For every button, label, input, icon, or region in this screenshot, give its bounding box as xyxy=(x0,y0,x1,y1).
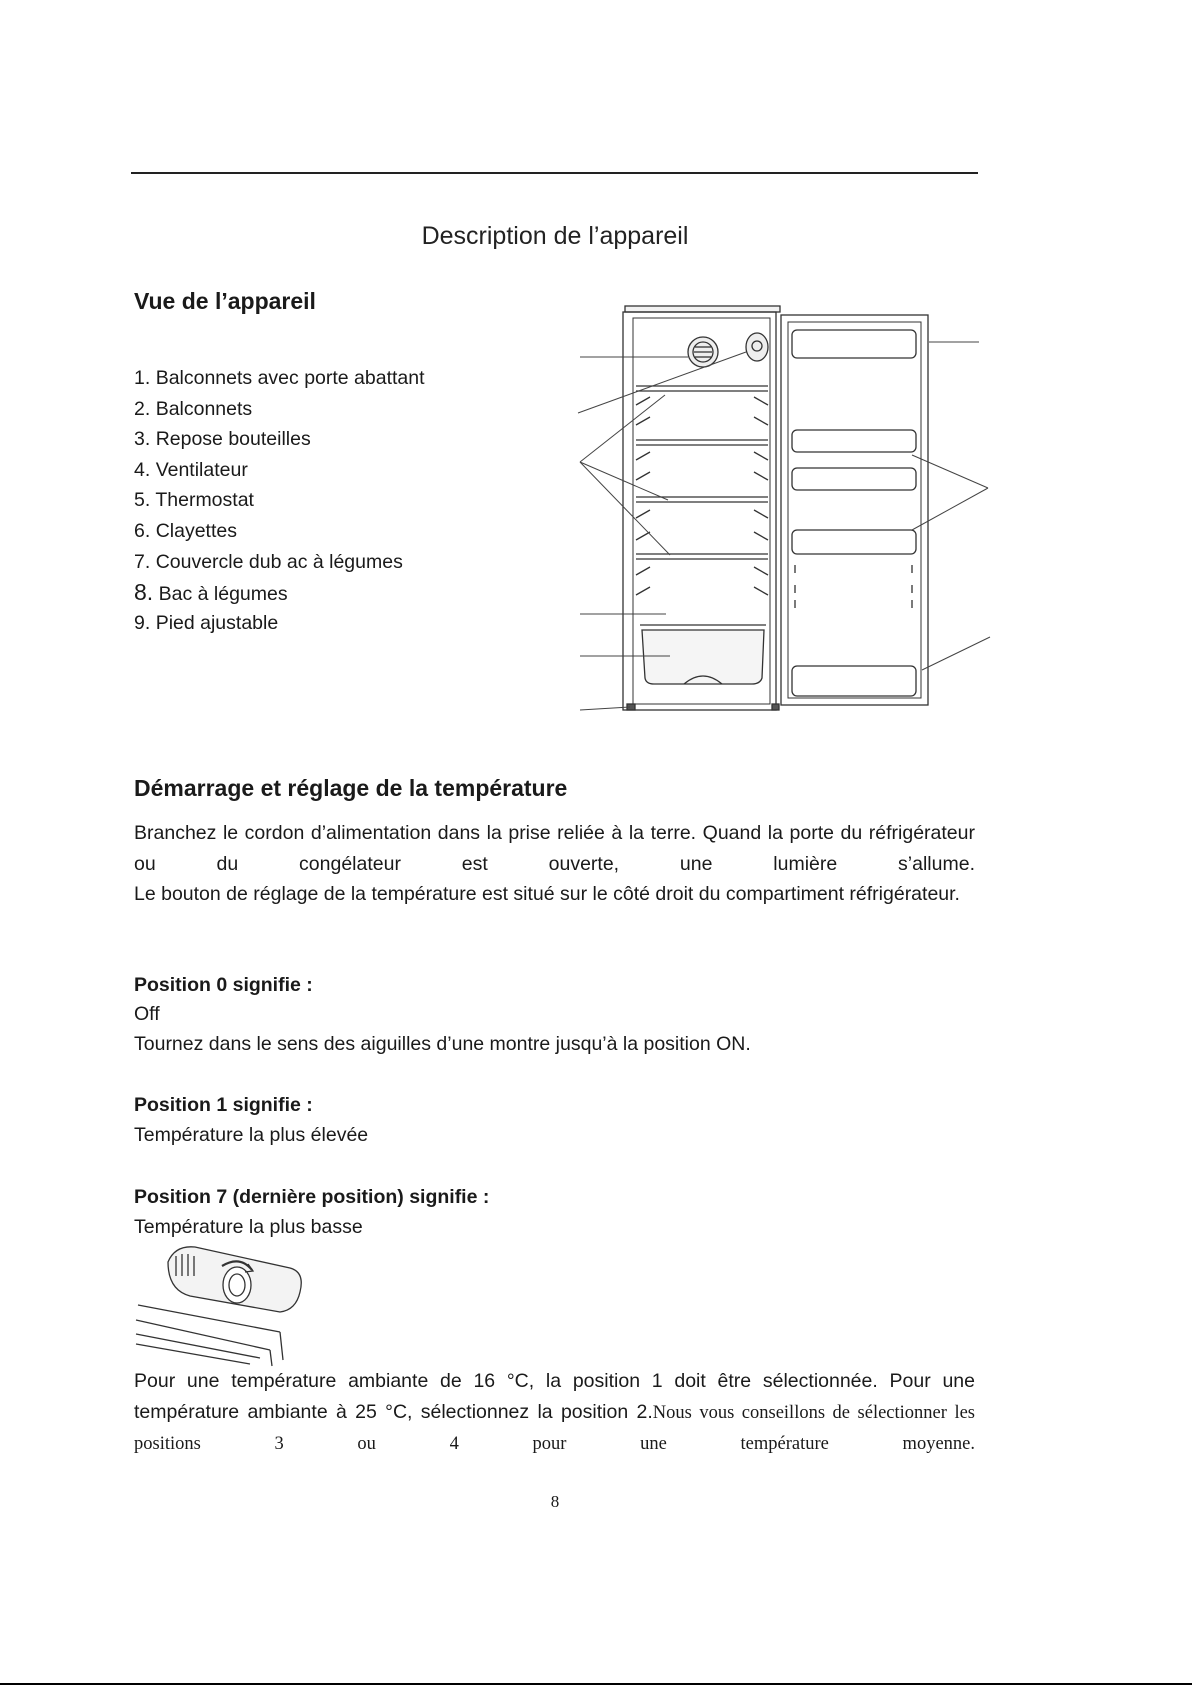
list-item: 9. Pied ajustable xyxy=(134,611,279,634)
ambient-temperature-sans: Pour une température ambiante de 16 °C, la position 1 doit être sélectionnée. Pour une température ambiante à 25 °C, sélectionnez la position 2. xyxy=(134,1370,975,1423)
list-item: 2. Balconnets xyxy=(134,397,253,420)
position-1-description: Température la plus élevée xyxy=(134,1124,369,1146)
section-heading-start: Démarrage et réglage de la température xyxy=(134,775,568,801)
position-0-heading: Position 0 signifie : xyxy=(134,974,313,996)
refrigerator-diagram xyxy=(575,300,995,720)
position-0-off: Off xyxy=(134,1003,160,1025)
list-item: 5. Thermostat xyxy=(134,489,254,512)
list-item: 8. Bac à légumes xyxy=(134,579,288,606)
page-number: 8 xyxy=(550,1492,560,1511)
page-title: Description de l’appareil xyxy=(421,222,689,250)
list-item: 1. Balconnets avec porte abattant xyxy=(134,367,425,389)
paragraph-knob-location: Le bouton de réglage de la température est situé sur le côté droit du compartiment réfrigérateur. xyxy=(134,883,960,905)
list-item: 6. Clayettes xyxy=(134,519,237,542)
list-item: 7. Couvercle dub ac à légumes xyxy=(134,550,403,573)
position-7-heading: Position 7 (dernière position) signifie : xyxy=(134,1186,490,1208)
ambient-temperature-serif: Nous vous conseillons de sélectionner les positions 3 ou 4 pour une température moyenne. xyxy=(134,1402,975,1454)
top-rule xyxy=(131,172,978,174)
paragraph-ambient-temperature xyxy=(134,1366,975,1460)
thermostat-knob-illustration xyxy=(130,1240,330,1370)
section-heading-view: Vue de l’appareil xyxy=(134,288,316,314)
parts-list xyxy=(134,363,425,638)
position-1-heading: Position 1 signifie : xyxy=(134,1094,313,1116)
paragraph-power: Branchez le cordon d’alimentation dans la prise reliée à la terre. Quand la porte du réfrigérateur ou du congélateur est ouverte, une lumière s’allume. xyxy=(134,822,975,875)
list-item: 3. Repose bouteilles xyxy=(134,428,311,451)
list-item: 4. Ventilateur xyxy=(134,458,248,481)
position-0-instruction: Tournez dans le sens des aiguilles d’une montre jusqu’à la position ON. xyxy=(134,1033,751,1055)
position-7-description: Température la plus basse xyxy=(134,1216,363,1238)
